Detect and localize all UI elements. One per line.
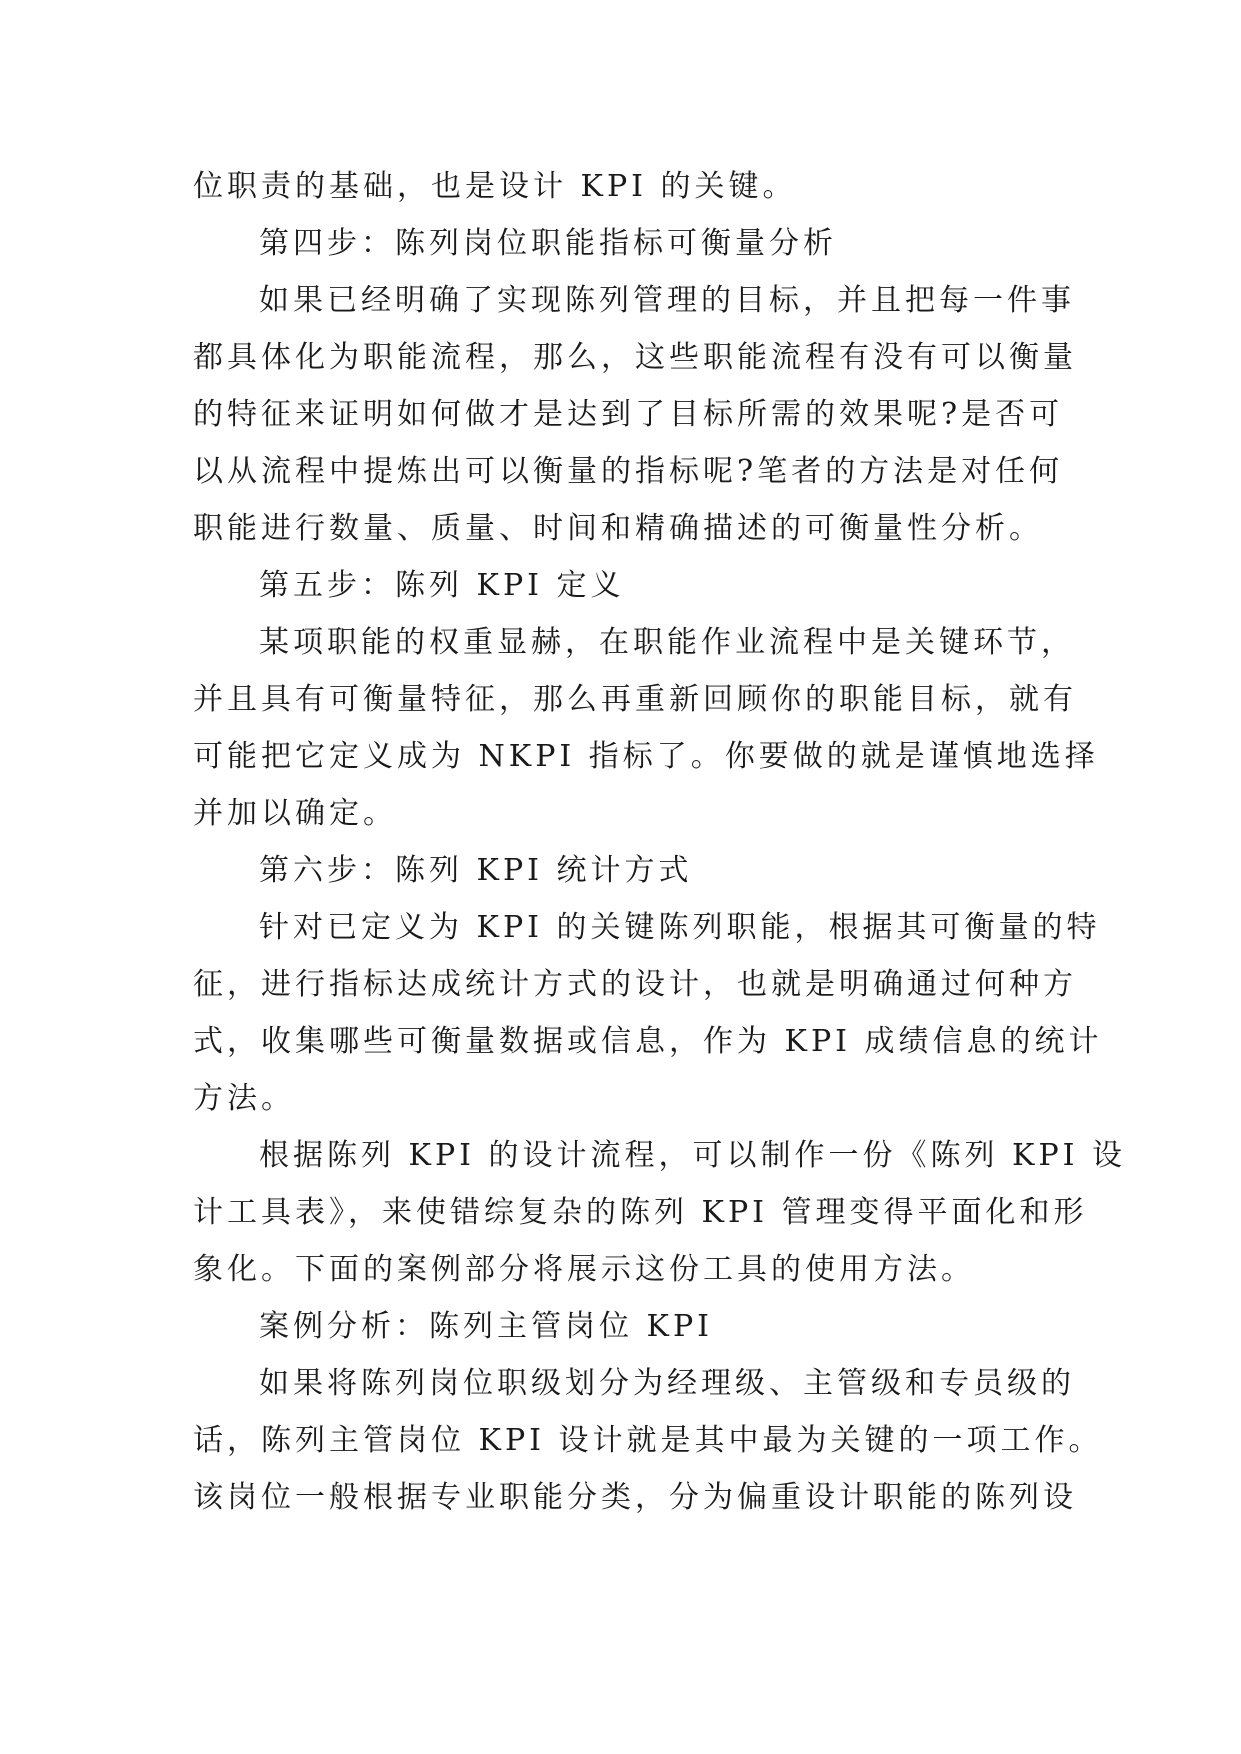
text-line: 方法。 (193, 1081, 295, 1116)
text-line: 话，陈列主管岗位 KPI 设计就是其中最为关键的一项工作。 (193, 1423, 1103, 1458)
text-line: 式，收集哪些可衡量数据或信息，作为 KPI 成绩信息的统计 (193, 1024, 1103, 1059)
text-line: 并且具有可衡量特征，那么再重新回顾你的职能目标，就有 (193, 682, 1077, 717)
text-line: 如果将陈列岗位职级划分为经理级、主管级和专员级的 (259, 1366, 1075, 1401)
text-line: 位职责的基础，也是设计 KPI 的关键。 (193, 169, 797, 204)
text-line: 都具体化为职能流程，那么，这些职能流程有没有可以衡量 (193, 340, 1077, 375)
text-line: 如果已经明确了实现陈列管理的目标，并且把每一件事 (259, 283, 1075, 318)
text-line: 征，进行指标达成统计方式的设计，也就是明确通过何种方 (193, 967, 1077, 1002)
section-heading-step-5: 第五步：陈列 KPI 定义 (259, 568, 625, 603)
text-line: 某项职能的权重显赫，在职能作业流程中是关键环节， (259, 625, 1075, 660)
text-line: 可能把它定义成为 NKPI 指标了。你要做的就是谨慎地选择 (193, 739, 1099, 774)
text-line: 根据陈列 KPI 的设计流程，可以制作一份《陈列 KPI 设 (259, 1138, 1127, 1173)
section-heading-step-6: 第六步：陈列 KPI 统计方式 (259, 853, 693, 888)
text-line: 以从流程中提炼出可以衡量的指标呢?笔者的方法是对任何 (193, 454, 1064, 489)
section-heading-step-4: 第四步：陈列岗位职能指标可衡量分析 (259, 226, 837, 261)
section-heading-case-study: 案例分析：陈列主管岗位 KPI (259, 1309, 713, 1344)
text-line: 职能进行数量、质量、时间和精确描述的可衡量性分析。 (193, 511, 1043, 546)
text-line: 并加以确定。 (193, 796, 397, 831)
body-text (193, 158, 1127, 1526)
text-line: 象化。下面的案例部分将展示这份工具的使用方法。 (193, 1252, 975, 1287)
text-line: 该岗位一般根据专业职能分类，分为偏重设计职能的陈列设 (193, 1480, 1077, 1515)
text-line: 针对已定义为 KPI 的关键陈列职能，根据其可衡量的特 (259, 910, 1101, 945)
text-line: 的特征来证明如何做才是达到了目标所需的效果呢?是否可 (193, 397, 1064, 432)
text-line: 计工具表》，来使错综复杂的陈列 KPI 管理变得平面化和形 (193, 1195, 1088, 1230)
